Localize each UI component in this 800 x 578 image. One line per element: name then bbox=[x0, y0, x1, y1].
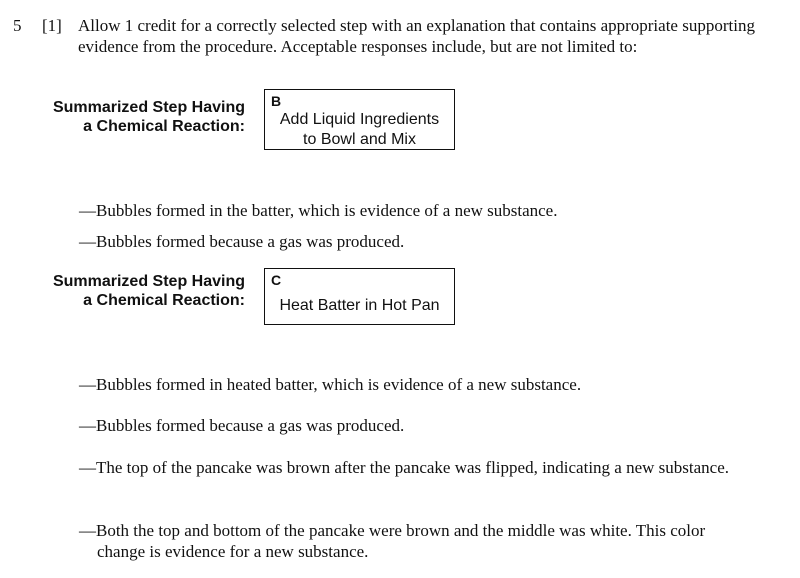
step-label-line1: Summarized Step Having bbox=[52, 273, 245, 290]
step-text-c-line1: Heat Batter in Hot Pan bbox=[279, 297, 440, 314]
question-intro: Allow 1 credit for a correctly selected step with an explanation that contains appropriate supporting evidence from the procedure. Acceptable responses include, but are not limited to: bbox=[78, 16, 755, 56]
response-c-2: —Bubbles formed because a gas was produced. bbox=[79, 416, 405, 435]
step-label-line2: a Chemical Reaction: bbox=[83, 292, 245, 309]
step-text-b-line1: Add Liquid Ingredients bbox=[279, 111, 440, 128]
response-b-1: —Bubbles formed in the batter, which is evidence of a new substance. bbox=[79, 201, 558, 220]
step-label-line1: Summarized Step Having bbox=[52, 99, 245, 116]
step-text-b bbox=[265, 110, 454, 150]
step-label-line2: a Chemical Reaction: bbox=[83, 118, 245, 135]
step-letter-b: B bbox=[271, 93, 282, 109]
response-c-1: —Bubbles formed in heated batter, which is evidence of a new substance. bbox=[79, 375, 582, 394]
response-c-3: —The top of the pancake was brown after the pancake was flipped, indicating a new substance. bbox=[79, 458, 730, 477]
step-text-c bbox=[265, 296, 454, 316]
response-b-2: —Bubbles formed because a gas was produced. bbox=[79, 232, 405, 251]
step-label-b bbox=[40, 98, 245, 136]
step-box-b bbox=[264, 89, 455, 150]
step-label-c bbox=[40, 272, 245, 310]
step-text-b-line2: to Bowl and Mix bbox=[303, 131, 416, 148]
response-c-4: —Both the top and bottom of the pancake were brown and the middle was white. This color change is evidence for a new substance. bbox=[79, 521, 706, 561]
step-letter-c: C bbox=[271, 272, 282, 288]
step-box-c bbox=[264, 268, 455, 325]
question-number: 5 bbox=[13, 16, 22, 35]
credit-value: [1] bbox=[42, 16, 62, 35]
